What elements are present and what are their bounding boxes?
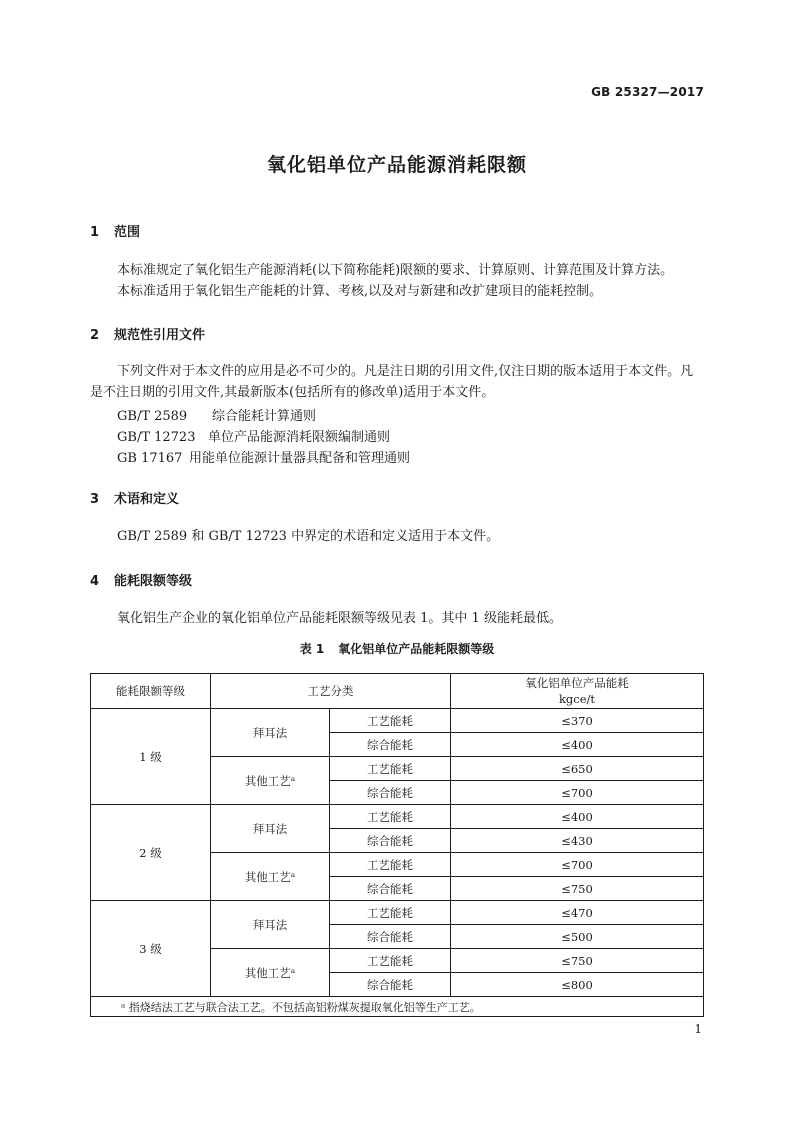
section-title: 能耗限额等级 — [114, 574, 193, 589]
section-title: 范围 — [114, 225, 141, 240]
method-cell: 其他工艺ᵃ — [211, 757, 330, 805]
table-header-row — [91, 674, 704, 709]
section-number: 4 — [90, 574, 100, 589]
type-cell: 综合能耗 — [330, 925, 451, 949]
section-2-paragraph: 下列文件对于本文件的应用是必不可少的。凡是注日期的引用文件,仅注日期的版本适用于本文件。凡是不注日期的引用文件,其最新版本(包括所有的修改单)适用于本文件。 — [90, 364, 694, 400]
section-4-paragraph: 氧化铝生产企业的氧化铝单位产品能耗限额等级见表 1。其中 1 级能耗最低。 — [117, 611, 562, 626]
value-cell: ≤400 — [451, 805, 704, 829]
value-cell: ≤650 — [451, 757, 704, 781]
type-cell: 综合能耗 — [330, 973, 451, 997]
value-cell: ≤430 — [451, 829, 704, 853]
reference-title: 用能单位能源计量器具配备和管理通则 — [189, 451, 411, 466]
energy-limit-table — [90, 673, 704, 1017]
standard-number: GB 25327—2017 — [591, 85, 704, 99]
value-cell: ≤370 — [451, 709, 704, 733]
table-row — [91, 709, 704, 733]
reference-item — [117, 426, 390, 445]
type-cell: 综合能耗 — [330, 733, 451, 757]
type-cell: 工艺能耗 — [330, 805, 451, 829]
table-footnote-row — [91, 997, 704, 1017]
value-cell: ≤750 — [451, 877, 704, 901]
reference-item — [117, 405, 316, 424]
type-cell: 综合能耗 — [330, 877, 451, 901]
table-row — [91, 901, 704, 925]
section-4-heading — [90, 570, 192, 589]
type-cell: 综合能耗 — [330, 781, 451, 805]
section-3-heading — [90, 488, 179, 507]
section-number: 3 — [90, 492, 100, 507]
section-1-heading — [90, 221, 140, 240]
type-cell: 工艺能耗 — [330, 757, 451, 781]
section-3-paragraph: GB/T 2589 和 GB/T 12723 中界定的术语和定义适用于本文件。 — [117, 529, 500, 544]
table-caption — [0, 640, 794, 657]
document-title: 氧化铝单位产品能源消耗限额 — [266, 154, 527, 176]
page-number: 1 — [694, 1022, 702, 1036]
section-number: 2 — [90, 328, 100, 343]
reference-code: GB/T 12723 — [117, 430, 196, 445]
section-number: 1 — [90, 225, 100, 240]
section-title: 规范性引用文件 — [114, 328, 206, 343]
table-caption-title: 氧化铝单位产品能耗限额等级 — [338, 642, 495, 656]
value-cell: ≤700 — [451, 853, 704, 877]
header-consumption — [451, 674, 704, 709]
section-2-heading — [90, 324, 205, 343]
type-cell: 工艺能耗 — [330, 853, 451, 877]
value-cell: ≤750 — [451, 949, 704, 973]
method-cell: 其他工艺ᵃ — [211, 853, 330, 901]
header-unit: kgce/t — [558, 692, 596, 706]
type-cell: 工艺能耗 — [330, 949, 451, 973]
method-cell: 拜耳法 — [211, 901, 330, 949]
type-cell: 工艺能耗 — [330, 901, 451, 925]
header-grade: 能耗限额等级 — [91, 674, 211, 709]
value-cell: ≤470 — [451, 901, 704, 925]
value-cell: ≤700 — [451, 781, 704, 805]
reference-title: 单位产品能源消耗限额编制通则 — [208, 430, 391, 445]
table-caption-number: 表 1 — [299, 642, 325, 656]
section-title: 术语和定义 — [114, 492, 180, 507]
value-cell: ≤500 — [451, 925, 704, 949]
type-cell: 工艺能耗 — [330, 709, 451, 733]
grade-cell: 3 级 — [91, 901, 211, 997]
table-row — [91, 805, 704, 829]
reference-item — [117, 447, 410, 466]
header-consumption-label: 氧化铝单位产品能耗 — [525, 676, 629, 690]
method-cell: 其他工艺ᵃ — [211, 949, 330, 997]
table-footnote: ᵃ 指烧结法工艺与联合法工艺。不包括高铝粉煤灰提取氧化铝等生产工艺。 — [91, 997, 704, 1017]
value-cell: ≤400 — [451, 733, 704, 757]
section-1-paragraph-1: 本标准规定了氧化铝生产能源消耗(以下简称能耗)限额的要求、计算原则、计算范围及计算方法。 — [117, 263, 674, 278]
value-cell: ≤800 — [451, 973, 704, 997]
reference-code: GB 17167 — [117, 451, 183, 466]
reference-code: GB/T 2589 — [117, 409, 188, 424]
method-cell: 拜耳法 — [211, 805, 330, 853]
section-1-paragraph-2: 本标准适用于氧化铝生产能耗的计算、考核,以及对与新建和改扩建项目的能耗控制。 — [117, 284, 603, 299]
grade-cell: 1 级 — [91, 709, 211, 805]
type-cell: 综合能耗 — [330, 829, 451, 853]
reference-title: 综合能耗计算通则 — [212, 409, 317, 424]
method-cell: 拜耳法 — [211, 709, 330, 757]
grade-cell: 2 级 — [91, 805, 211, 901]
header-process: 工艺分类 — [211, 674, 451, 709]
